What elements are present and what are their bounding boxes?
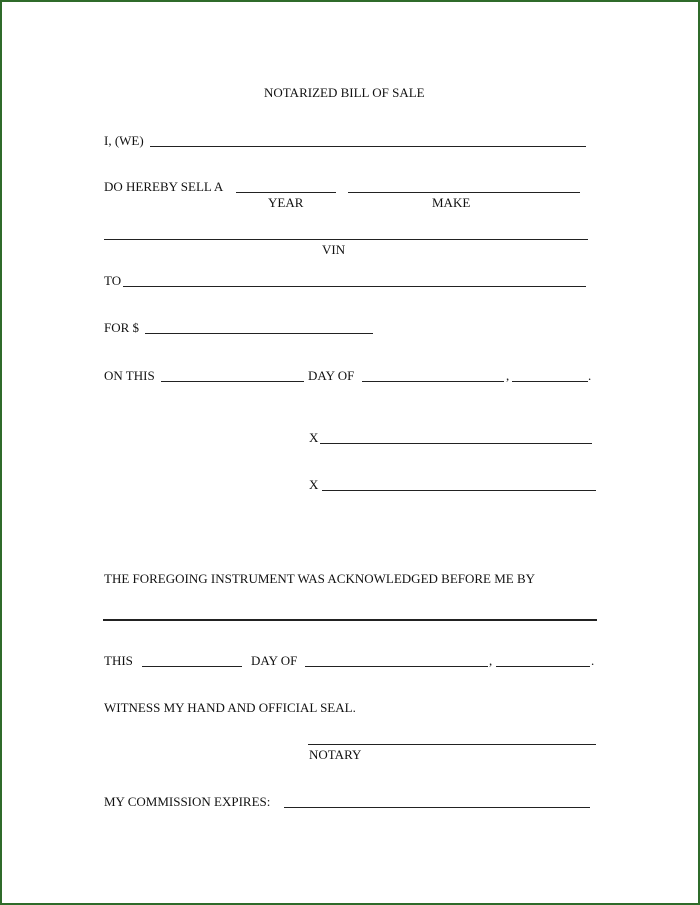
notary-day-field[interactable] [142,666,242,667]
sale-year-field[interactable] [512,381,588,382]
notary-signature-field[interactable] [308,744,596,745]
year-field[interactable] [236,192,336,193]
acknowledged-text: THE FOREGOING INSTRUMENT WAS ACKNOWLEDGED BEFORE ME BY [104,571,536,586]
price-field[interactable] [145,333,373,334]
signature-mark-2: X [309,477,319,492]
notary-month-field[interactable] [305,666,488,667]
for-label: FOR $ [104,320,140,335]
witness-text: WITNESS MY HAND AND OFFICIAL SEAL. [104,700,356,715]
day-of-label-2: DAY OF [251,653,298,668]
comma-separator: , [506,368,510,383]
period: . [588,368,592,383]
make-caption: MAKE [432,195,471,210]
sale-month-field[interactable] [362,381,504,382]
signature-mark-1: X [309,430,319,445]
notary-year-field[interactable] [496,666,590,667]
period-2: . [591,653,595,668]
buyer-field[interactable] [123,286,586,287]
signature-field-1[interactable] [320,443,592,444]
day-of-label: DAY OF [308,368,355,383]
commission-label: MY COMMISSION EXPIRES: [104,794,271,809]
comma-separator-2: , [489,653,493,668]
signature-field-2[interactable] [322,490,596,491]
sale-day-field[interactable] [161,381,304,382]
sell-label: DO HEREBY SELL A [104,179,224,194]
seller-label: I, (WE) [104,133,144,148]
to-label: TO [104,273,122,288]
vin-field[interactable] [104,239,588,240]
form-title: NOTARIZED BILL OF SALE [264,85,425,100]
vin-caption: VIN [322,242,346,257]
acknowledged-by-field[interactable] [103,619,597,621]
on-this-label: ON THIS [104,368,155,383]
seller-name-field[interactable] [150,146,586,147]
commission-expiry-field[interactable] [284,807,590,808]
year-caption: YEAR [268,195,304,210]
make-field[interactable] [348,192,580,193]
notary-caption: NOTARY [309,747,362,762]
this-label: THIS [104,653,133,668]
